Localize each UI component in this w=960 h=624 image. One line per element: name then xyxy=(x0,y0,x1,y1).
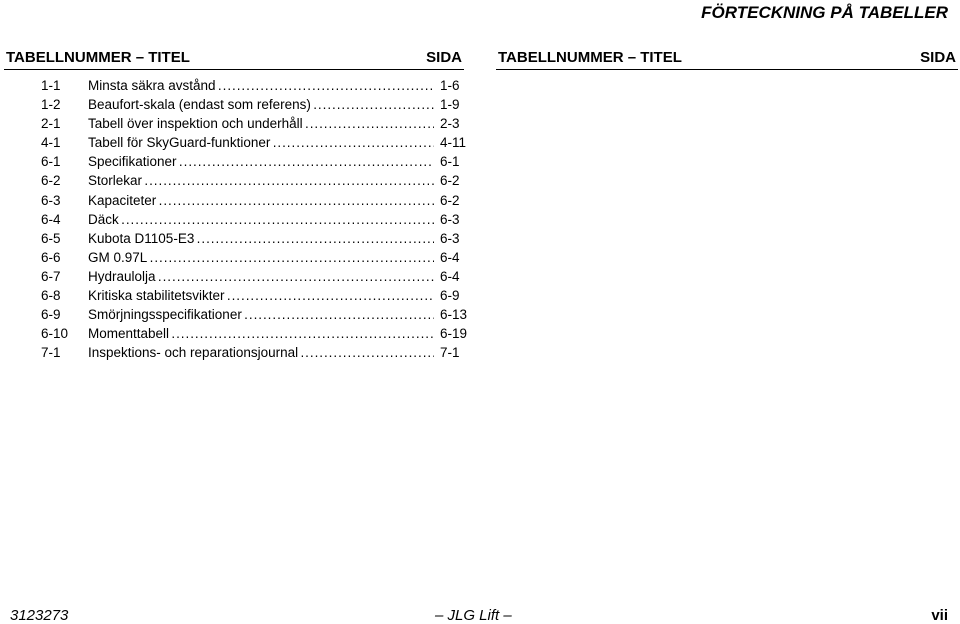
table-number: 6-8 xyxy=(41,288,61,304)
table-number: 6-9 xyxy=(41,307,61,323)
page-reference: 7-1 xyxy=(440,345,460,361)
page-reference: 6-4 xyxy=(440,268,460,284)
table-title: Beaufort-skala (endast som referens) . . . xyxy=(88,95,434,114)
table-title: Minsta säkra avstånd . . . xyxy=(88,76,434,95)
table-title: Tabell över inspektion och underhåll . . . xyxy=(88,114,434,133)
left-column-header xyxy=(4,49,464,70)
toc-row[interactable] xyxy=(0,76,470,95)
table-title: Inspektions- och reparationsjournal . . . xyxy=(88,343,434,362)
toc-row[interactable] xyxy=(0,343,470,362)
table-number: 6-4 xyxy=(41,211,61,227)
table-number: 4-1 xyxy=(41,135,61,151)
footer-page-number: vii xyxy=(931,607,948,624)
toc-row[interactable] xyxy=(0,95,470,114)
table-title: Däck . . . xyxy=(88,210,434,229)
toc-row[interactable] xyxy=(0,210,470,229)
column-title: TABELLNUMMER – TITEL xyxy=(498,49,682,66)
table-title: Kapaciteter . . . xyxy=(88,191,434,210)
toc-row[interactable] xyxy=(0,133,470,152)
page-reference: 6-9 xyxy=(440,288,460,304)
page-reference: 6-13 xyxy=(440,307,468,323)
footer-brand: – JLG Lift – xyxy=(435,607,512,624)
table-number: 1-2 xyxy=(41,97,61,113)
column-title: TABELLNUMMER – TITEL xyxy=(6,49,190,66)
table-title: Momenttabell . . . xyxy=(88,324,434,343)
toc-row[interactable] xyxy=(0,114,470,133)
page-header-title: FÖRTECKNING PÅ TABELLER xyxy=(701,3,948,22)
table-number: 6-5 xyxy=(41,230,61,246)
page-reference: 6-4 xyxy=(440,249,460,265)
table-title: Kubota D1105-E3 . . . xyxy=(88,229,434,248)
page-reference: 6-2 xyxy=(440,192,460,208)
toc-row[interactable] xyxy=(0,286,470,305)
table-title: Storlekar . . . xyxy=(88,171,434,190)
page-reference: 6-1 xyxy=(440,154,460,170)
table-number: 6-3 xyxy=(41,192,61,208)
toc-row[interactable] xyxy=(0,305,470,324)
table-number: 6-10 xyxy=(41,326,69,342)
table-number: 7-1 xyxy=(41,345,61,361)
toc-row[interactable] xyxy=(0,191,470,210)
table-title: Specifikationer . . . xyxy=(88,152,434,171)
table-number: 1-1 xyxy=(41,78,61,93)
toc-row[interactable] xyxy=(0,324,470,343)
page-reference: 6-2 xyxy=(440,173,460,189)
toc-row[interactable] xyxy=(0,229,470,248)
page-reference: 6-3 xyxy=(440,230,460,246)
page-reference: 1-6 xyxy=(440,78,460,93)
toc-row[interactable] xyxy=(0,267,470,286)
table-title: Kritiska stabilitetsvikter . . . xyxy=(88,286,434,305)
right-column-header xyxy=(496,49,958,70)
table-number: 2-1 xyxy=(41,116,61,132)
page-reference: 6-19 xyxy=(440,326,468,342)
page-reference: 2-3 xyxy=(440,116,460,132)
page-reference: 1-9 xyxy=(440,97,460,113)
toc-row[interactable] xyxy=(0,152,470,171)
table-title: GM 0.97L . . . xyxy=(88,248,434,267)
footer-document-number: 3123273 xyxy=(10,607,69,624)
column-page-label: SIDA xyxy=(426,49,462,66)
table-of-tables-list xyxy=(0,76,470,362)
table-title: Hydraulolja . . . xyxy=(88,267,434,286)
page-reference: 4-11 xyxy=(440,135,467,151)
toc-row[interactable] xyxy=(0,171,470,190)
table-number: 6-7 xyxy=(41,268,61,284)
page-reference: 6-3 xyxy=(440,211,460,227)
toc-row[interactable] xyxy=(0,248,470,267)
table-number: 6-6 xyxy=(41,249,61,265)
table-number: 6-2 xyxy=(41,173,61,189)
table-title: Tabell för SkyGuard-funktioner . . . xyxy=(88,133,434,152)
column-page-label: SIDA xyxy=(920,49,956,66)
table-title: Smörjningsspecifikationer . . . xyxy=(88,305,434,324)
table-number: 6-1 xyxy=(41,154,61,170)
